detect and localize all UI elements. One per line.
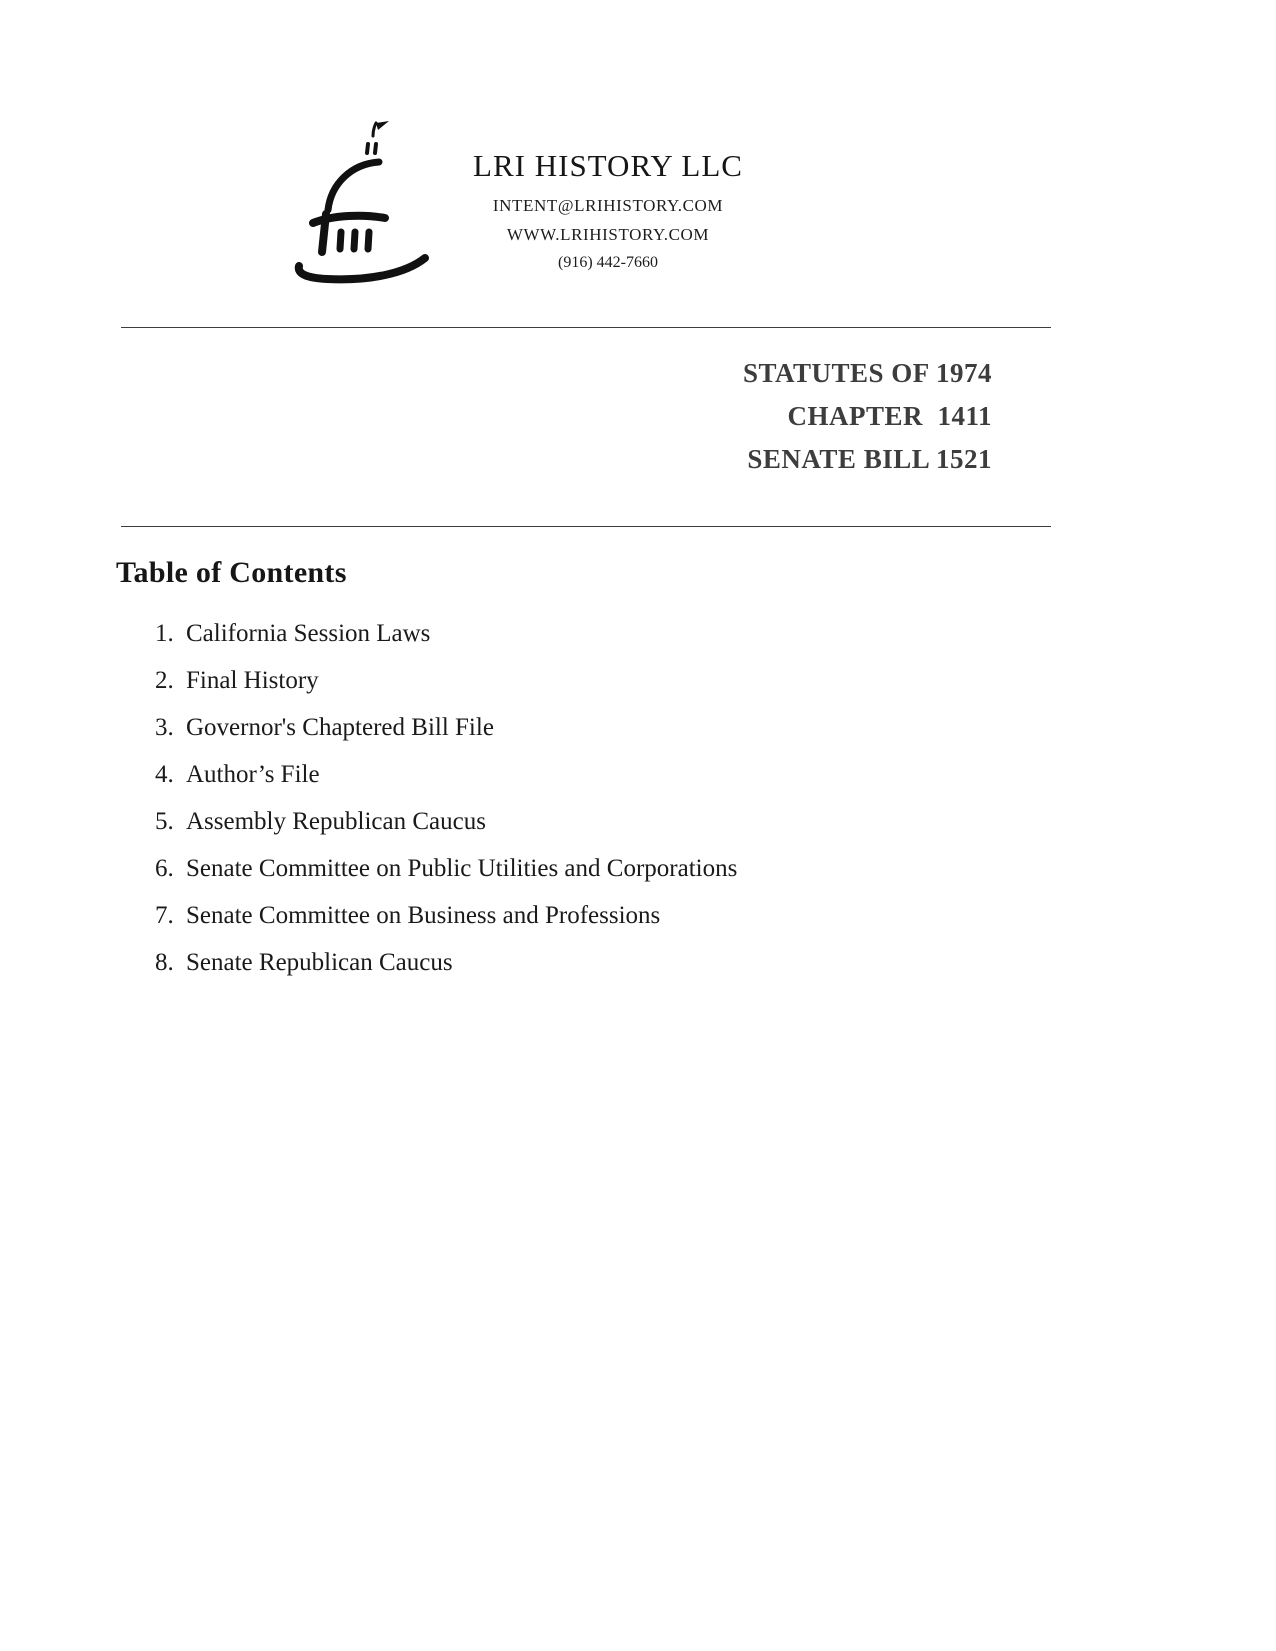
toc-item: 4. Author’s File [180, 761, 1003, 788]
company-phone: (916) 442-7660 [558, 254, 658, 271]
toc-item: 1. California Session Laws [180, 620, 1003, 647]
senate-bill-line: SENATE BILL 1521 [747, 444, 992, 474]
letterhead [448, 148, 768, 272]
toc-item: 5. Assembly Republican Caucus [180, 808, 1003, 835]
toc-list [143, 620, 1003, 996]
toc-item: 7. Senate Committee on Business and Professions [180, 902, 1003, 929]
toc-item: 6. Senate Committee on Public Utilities and Corporations [180, 855, 1003, 882]
toc-title: Table of Contents [116, 556, 347, 589]
divider-top [121, 327, 1051, 328]
company-email: INTENT@LRIHISTORY.COM [492, 196, 724, 215]
toc-item: 8. Senate Republican Caucus [180, 949, 1003, 976]
toc-item: 3. Governor's Chaptered Bill File [180, 714, 1003, 741]
company-logo [293, 120, 448, 290]
divider-bottom [121, 526, 1051, 527]
document-identification [743, 352, 992, 481]
chapter-line: CHAPTER 1411 [787, 401, 992, 431]
toc-item: 2. Final History [180, 667, 1003, 694]
company-name: LRI HISTORY LLC [473, 148, 743, 183]
capitol-dome-icon [293, 120, 448, 290]
statutes-line: STATUTES OF 1974 [742, 358, 992, 388]
company-website: WWW.LRIHISTORY.COM [506, 225, 710, 244]
